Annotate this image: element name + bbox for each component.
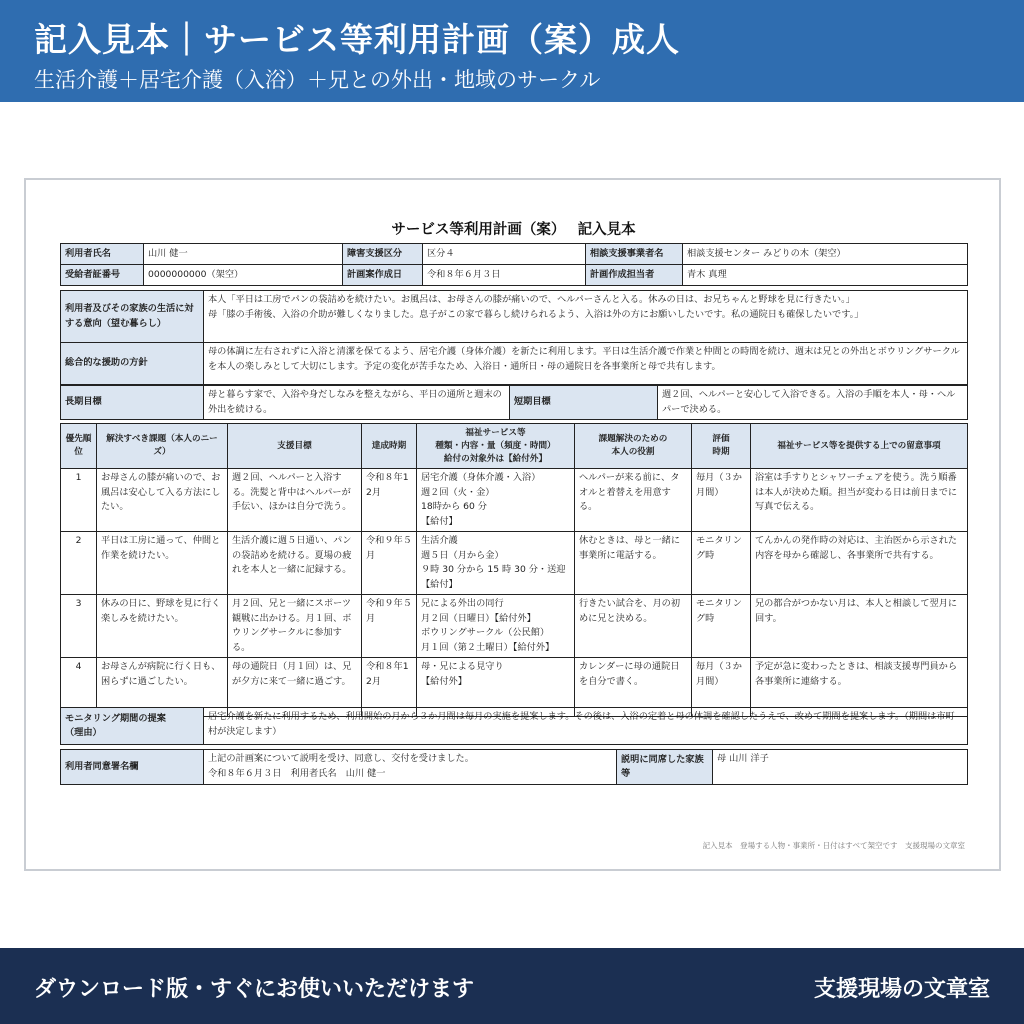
planner-label: 計画作成担当者 (586, 265, 683, 286)
user-name-value: 山川 健一 (144, 244, 343, 265)
support-level-value: 区分４ (423, 244, 586, 265)
row-service-line: 週２回（火・金） (421, 486, 495, 498)
row-priority: 3 (61, 595, 97, 658)
long-goal-label: 長期目標 (61, 386, 204, 420)
col-issue: 解決すべき課題（本人のニーズ） (97, 424, 228, 469)
row-service (417, 469, 575, 532)
col-role-line-2: 本人の役割 (611, 447, 655, 457)
row-role: ヘルパーが来る前に、タオルと着替えを用意する。 (575, 469, 692, 532)
consent-line-2: 令和８年６月３日 利用者氏名 山川 健一 (208, 767, 386, 779)
col-service-line-1: 福祉サービス等 (465, 427, 526, 438)
row-eval: モニタリング時 (692, 595, 751, 658)
consent-table (60, 749, 968, 785)
planner-value: 青木 真理 (683, 265, 968, 286)
row-service-line: 月２回（日曜日）【給付外】 (421, 612, 536, 624)
table-row (61, 595, 968, 658)
banner-subtitle: 生活介護＋居宅介護（入浴）＋兄との外出・地域のサークル (34, 68, 601, 92)
row-service-line: 兄による外出の同行 (421, 598, 504, 609)
row-deadline: 令和９年５月 (362, 532, 417, 595)
col-eval (692, 424, 751, 469)
plan-sheet (24, 178, 1001, 871)
cert-number-label: 受給者証番号 (61, 265, 144, 286)
row-eval: 毎月（３か月間） (692, 658, 751, 717)
row-eval: モニタリング時 (692, 532, 751, 595)
policy-text: 母の体調に左右されずに入浴と清潔を保てるよう、居宅介護（身体介護）を新たに利用します。平日は生活介護で作業と仲間との時間を続け、週末は兄との外出とボウリングサークルを本人の楽しみとして大切にします。予定の変化が苦手なため、入浴日・通所日・母の通院日を各事業所と母で共有します。 (204, 343, 968, 385)
cert-number-value: 0000000000（架空） (144, 265, 343, 286)
bottom-banner (0, 948, 1024, 1024)
row-goal: 生活介護に週５日通い、パンの袋詰めを続ける。夏場の疲れを本人と一緒に記録する。 (228, 532, 362, 595)
policy-label: 総合的な援助の方針 (61, 343, 204, 385)
row-goal: 週２回、ヘルパーと入浴する。洗髪と背中はヘルパーが手伝い、ほかは自分で洗う。 (228, 469, 362, 532)
row-issue: 休みの日に、野球を見に行く楽しみを続けたい。 (97, 595, 228, 658)
support-level-label: 障害支援区分 (343, 244, 423, 265)
row-notes: 浴室は手すりとシャワーチェアを使う。洗う順番は本人が決めた順。担当が変わる日は前日までに写真で伝える。 (751, 469, 968, 532)
row-notes: 兄の都合がつかない月は、本人と相談して翌月に回す。 (751, 595, 968, 658)
wishes-label: 利用者及びその家族の生活に対する意向（望む暮らし） (61, 291, 204, 343)
consent-label: 利用者同意署名欄 (61, 750, 204, 785)
row-service-line: 【給付】 (421, 515, 458, 527)
col-eval-line-2: 時期 (712, 447, 730, 457)
col-eval-line-1: 評価 (712, 434, 730, 444)
created-date-value: 令和８年６月３日 (423, 265, 586, 286)
row-goal: 月２回、兄と一緒にスポーツ観戦に出かける。月１回、ボウリングサークルに参加する。 (228, 595, 362, 658)
sheet-footer-note: 記入見本 登場する人物・事業所・日付はすべて架空です 支援現場の文章室 (702, 841, 965, 850)
office-value: 相談支援センター みどりの木（架空） (683, 244, 968, 265)
row-service (417, 532, 575, 595)
row-role: 休むときは、母と一緒に事業所に電話する。 (575, 532, 692, 595)
row-role: 行きたい試合を、月の初めに兄と決める。 (575, 595, 692, 658)
brand-name: 支援現場の文章室 (813, 977, 990, 1002)
row-deadline: 令和８年12月 (362, 469, 417, 532)
col-priority: 優先順位 (61, 424, 97, 469)
col-goal: 支援目標 (228, 424, 362, 469)
col-service-line-2: 種類・内容・量（頻度・時間） (435, 440, 556, 451)
row-notes: 予定が急に変わったときは、相談支援専門員から各事業所に連絡する。 (751, 658, 968, 717)
wishes-line-2: 母「膝の手術後、入浴の介助が難しくなりました。息子がこの家で暮らし続けられるよう、入浴は外の方にお願いしたいです。私の通院日も確保したいです。」 (208, 308, 864, 320)
row-priority: 2 (61, 532, 97, 595)
col-service-line-3: 給付の対象外は【給付外】 (443, 453, 548, 464)
row-service-line: 生活介護 (421, 535, 458, 546)
row-service-line: 【給付外】 (421, 675, 467, 687)
family-value: 母 山川 洋子 (713, 750, 968, 785)
wishes-text (204, 291, 968, 343)
plan-table (60, 423, 968, 717)
wishes-line-1: 本人「平日は工房でパンの袋詰めを続けたい。お風呂は、お母さんの膝が痛いので、ヘルパーさんと入る。休みの日は、お兄ちゃんと野球を見に行きたい。」 (208, 294, 855, 305)
row-service-line: 【給付】 (421, 578, 458, 590)
row-service-line: 週５日（月から金） (421, 549, 504, 561)
document-title: サービス等利用計画（案） 記入見本 (391, 222, 636, 238)
row-eval: 毎月（３か月間） (692, 469, 751, 532)
family-label: 説明に同席した家族等 (617, 750, 713, 785)
wishes-policy-table (60, 290, 968, 385)
monitoring-table (60, 707, 968, 745)
monitoring-label (61, 708, 204, 745)
user-name-label: 利用者氏名 (61, 244, 144, 265)
col-role (575, 424, 692, 469)
table-row (61, 469, 968, 532)
row-priority: 1 (61, 469, 97, 532)
monitoring-text: 居宅介護を新たに利用するため、利用開始の月から３か月間は毎月の実施を提案します。その後は、入浴の定着と母の体調を確認したうえで、改めて期間を提案します。（期間は市町村が決定します） (204, 708, 968, 745)
row-issue: お母さんが病院に行く日も、困らずに過ごしたい。 (97, 658, 228, 717)
short-goal-label: 短期目標 (510, 386, 658, 420)
header-table (60, 243, 968, 286)
row-service-line: 居宅介護（身体介護・入浴） (421, 472, 541, 483)
row-role: カレンダーに母の通院日を自分で書く。 (575, 658, 692, 717)
short-goal-text: 週２回、ヘルパーと安心して入浴できる。入浴の手順を本人・母・ヘルパーで決める。 (658, 386, 968, 420)
row-service-line: ９時 30 分から 15 時 30 分・送迎 (421, 564, 566, 575)
consent-text (204, 750, 617, 785)
table-row (61, 532, 968, 595)
row-service (417, 595, 575, 658)
long-goal-text: 母と暮らす家で、入浴や身だしなみを整えながら、平日の通所と週末の外出を続ける。 (204, 386, 510, 420)
monitoring-label-line-2: （理由） (65, 727, 102, 738)
row-deadline: 令和９年５月 (362, 595, 417, 658)
monitoring-label-line-1: モニタリング期間の提案 (65, 712, 166, 724)
row-priority: 4 (61, 658, 97, 717)
download-notice: ダウンロード版・すぐにお使いいただけます (34, 977, 475, 1002)
col-notes: 福祉サービス等を提供する上での留意事項 (751, 424, 968, 469)
row-service-line: 18時から 60 分 (421, 501, 487, 512)
row-issue: お母さんの膝が痛いので、お風呂は安心して入る方法にしたい。 (97, 469, 228, 532)
top-banner (0, 0, 1024, 102)
created-date-label: 計画案作成日 (343, 265, 423, 286)
consent-line-1: 上記の計画案について説明を受け、同意し、交付を受けました。 (208, 753, 474, 764)
row-goal: 母の通院日（月１回）は、兄が夕方に来て一緒に過ごす。 (228, 658, 362, 717)
row-service-line: ボウリングサークル（公民館） (421, 627, 550, 638)
row-issue: 平日は工房に通って、仲間と作業を続けたい。 (97, 532, 228, 595)
office-label: 相談支援事業者名 (586, 244, 683, 265)
banner-title: 記入見本｜サービス等利用計画（案）成人 (34, 20, 680, 59)
row-service-line: 月１回（第２土曜日）【給付外】 (421, 641, 555, 653)
row-deadline: 令和８年12月 (362, 658, 417, 717)
row-service-line: 母・兄による見守り (421, 661, 504, 672)
goals-table (60, 385, 968, 420)
col-deadline: 達成時期 (362, 424, 417, 469)
row-notes: てんかんの発作時の対応は、主治医から示された内容を母から確認し、各事業所で共有する。 (751, 532, 968, 595)
col-role-line-1: 課題解決のための (598, 434, 668, 444)
col-service (417, 424, 575, 469)
